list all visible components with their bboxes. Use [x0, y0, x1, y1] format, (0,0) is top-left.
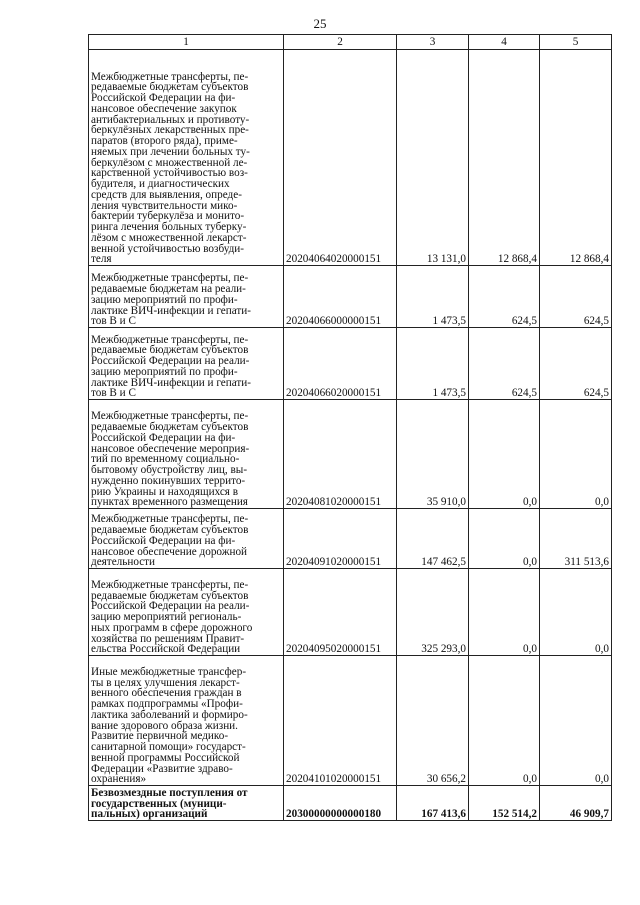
description-line: нужденно покинувших террито-	[91, 474, 246, 487]
description-line: бактерии туберкулёза и монито-	[91, 210, 245, 223]
table-row	[89, 328, 612, 400]
description-line: охранения»	[91, 773, 147, 786]
description-line: лёзом с множественной лекарст-	[91, 231, 247, 244]
page-number: 25	[313, 16, 327, 31]
description-line: беркулёзом с множественной ле-	[91, 156, 248, 169]
table-row	[89, 509, 612, 569]
amount-col3: 35 910,0	[397, 400, 469, 509]
amount-col3: 1 473,5	[397, 328, 469, 400]
description-line: ты в целях улучшения лекарст-	[91, 676, 240, 689]
description-line: Межбюджетные трансферты, пе-	[91, 333, 249, 346]
description-line: Межбюджетные трансферты, пе-	[91, 410, 249, 423]
amount-col4: 12 868,4	[469, 50, 540, 266]
description-line: санитарной помощи» государст-	[91, 741, 246, 753]
description-line: зацию мероприятий по профи-	[91, 365, 238, 378]
column-header-4: 4	[469, 35, 540, 50]
description-line: зацию мероприятий по профи-	[91, 293, 238, 306]
budget-code: 20204081020000151	[284, 400, 397, 509]
row-description	[89, 569, 284, 656]
description-line: будителя, и диагностических	[91, 178, 230, 190]
description-line: редаваемые бюджетам субъектов	[91, 589, 249, 602]
column-header-5: 5	[540, 35, 612, 50]
amount-col5: 12 868,4	[540, 50, 612, 266]
description-line: деятельности	[91, 556, 156, 569]
description-line: средств для выявления, опреде-	[91, 188, 242, 201]
row-description	[89, 509, 284, 569]
description-line: Безвозмездные поступления от	[91, 786, 248, 799]
description-line: государственных (муници-	[91, 797, 227, 810]
amount-col3: 30 656,2	[397, 656, 469, 786]
row-description	[89, 786, 284, 821]
description-line: лактике ВИЧ-инфекции и гепати-	[91, 304, 252, 317]
description-line: редаваемые бюджетам субъектов	[91, 344, 249, 357]
description-line: редаваемые бюджетам субъектов	[91, 524, 249, 536]
description-line: ринга лечения больных туберку-	[91, 221, 247, 233]
amount-col5: 0,0	[540, 569, 612, 656]
amount-col4: 624,5	[469, 266, 540, 328]
description-line: Межбюджетные трансферты, пе-	[91, 578, 249, 591]
table-row-total	[89, 786, 612, 821]
description-line: Межбюджетные трансферты, пе-	[91, 513, 249, 526]
description-line: венной устойчивостью возбуди-	[91, 242, 244, 255]
table-header-row	[89, 35, 612, 50]
description-line: пунктах временного размещения	[91, 496, 248, 509]
description-line: зацию мероприятий региональ-	[91, 611, 242, 623]
description-line: рию Украины и находящихся в	[91, 485, 239, 498]
budget-table	[88, 34, 612, 821]
column-header-3: 3	[397, 35, 469, 50]
budget-code: 20204066020000151	[284, 328, 397, 400]
amount-col4: 152 514,2	[469, 786, 540, 821]
amount-col3: 1 473,5	[397, 266, 469, 328]
row-description	[89, 50, 284, 266]
budget-code: 20300000000000180	[284, 786, 397, 821]
table-row	[89, 656, 612, 786]
description-line: Российской Федерации на реали-	[91, 355, 250, 367]
description-line: редаваемые бюджетам субъектов	[91, 421, 249, 433]
description-line: нансовое обеспечение закупок	[91, 102, 237, 115]
table-row	[89, 50, 612, 266]
budget-code: 20204066000000151	[284, 266, 397, 328]
budget-code: 20204064020000151	[284, 50, 397, 266]
row-description	[89, 328, 284, 400]
description-line: Иные межбюджетные трансфер-	[91, 665, 247, 678]
table-row	[89, 569, 612, 656]
description-line: ления чувствительности мико-	[91, 199, 238, 212]
description-line: ельства Российской Федерации	[91, 643, 241, 656]
description-line: Российской Федерации на фи-	[91, 431, 236, 444]
column-header-2: 2	[284, 35, 397, 50]
amount-col4: 0,0	[469, 656, 540, 786]
table-row	[89, 400, 612, 509]
description-line: редаваемые бюджетам на реали-	[91, 283, 246, 295]
description-line: теля	[91, 253, 112, 266]
description-line: Развитие первичной медико-	[91, 730, 229, 743]
description-line: вание здорового образа жизни.	[91, 719, 238, 732]
row-description	[89, 656, 284, 786]
amount-col4: 0,0	[469, 509, 540, 569]
description-line: хозяйства по решениям Правит-	[91, 632, 245, 645]
description-line: беркулёзных лекарственных пре-	[91, 124, 249, 137]
description-line: няемых при лечении больных ту-	[91, 145, 250, 158]
description-line: нансовое обеспечение мероприя-	[91, 442, 250, 455]
description-line: рамках подпрограммы «Профи-	[91, 698, 243, 710]
amount-col3: 325 293,0	[397, 569, 469, 656]
column-header-1: 1	[89, 35, 284, 50]
description-line: венного обеспечения граждан в	[91, 687, 242, 700]
description-line: Межбюджетные трансферты, пе-	[91, 272, 249, 285]
description-line: тий по временному социально-	[91, 453, 240, 466]
amount-col5: 0,0	[540, 400, 612, 509]
description-line: карственной устойчивостью воз-	[91, 167, 248, 180]
description-line: Межбюджетные трансферты, пе-	[91, 70, 249, 83]
description-line: Российской Федерации на фи-	[91, 92, 236, 104]
amount-col3: 13 131,0	[397, 50, 469, 266]
amount-col3: 167 413,6	[397, 786, 469, 821]
description-line: тов В и С	[91, 315, 136, 328]
table-row	[89, 266, 612, 328]
description-line: венной программы Российской	[91, 751, 240, 764]
amount-col5: 624,5	[540, 266, 612, 328]
budget-code: 20204101020000151	[284, 656, 397, 786]
description-line: редаваемые бюджетам субъектов	[91, 81, 249, 94]
amount-col5: 624,5	[540, 328, 612, 400]
description-line: ных программ в сфере дорожного	[91, 621, 253, 634]
description-line: паратов (второго ряда), приме-	[91, 135, 238, 147]
description-line: лактике ВИЧ-инфекции и гепати-	[91, 376, 252, 389]
description-line: тов В и С	[91, 387, 136, 400]
budget-code: 20204095020000151	[284, 569, 397, 656]
amount-col4: 0,0	[469, 400, 540, 509]
description-line: нансовое обеспечение дорожной	[91, 545, 248, 558]
description-line: Российской Федерации на реали-	[91, 600, 250, 613]
description-line: пальных) организаций	[91, 808, 208, 821]
description-line: бытовому обустройству лиц, вы-	[91, 464, 248, 476]
amount-col5: 0,0	[540, 656, 612, 786]
description-line: лактика заболеваний и формиро-	[91, 708, 248, 721]
description-line: антибактериальных и противоту-	[91, 113, 250, 126]
row-description	[89, 266, 284, 328]
amount-col5: 46 909,7	[540, 786, 612, 821]
row-description	[89, 400, 284, 509]
description-line: Российской Федерации на фи-	[91, 534, 236, 547]
amount-col4: 624,5	[469, 328, 540, 400]
description-line: Федерации «Развитие здраво-	[91, 762, 233, 775]
amount-col4: 0,0	[469, 569, 540, 656]
budget-code: 20204091020000151	[284, 509, 397, 569]
amount-col3: 147 462,5	[397, 509, 469, 569]
amount-col5: 311 513,6	[540, 509, 612, 569]
